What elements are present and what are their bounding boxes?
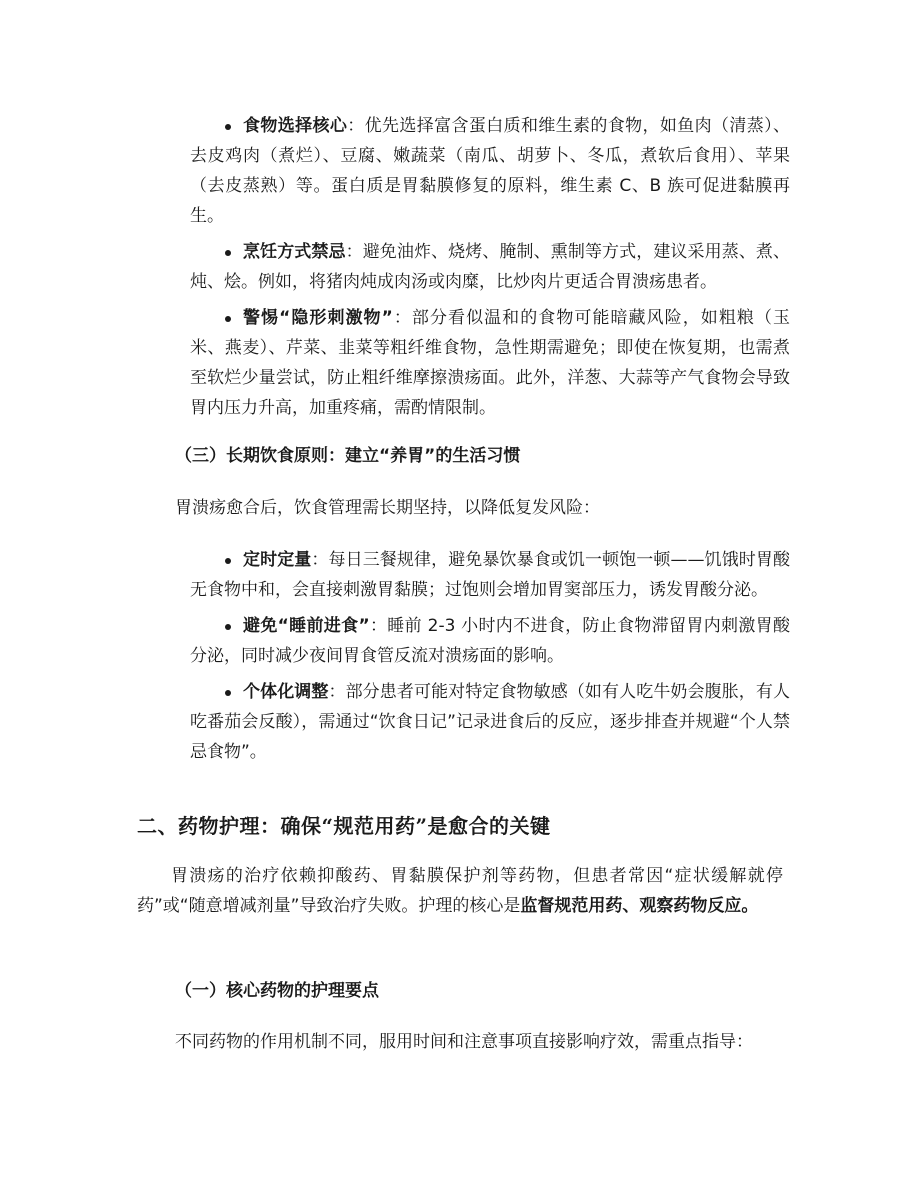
subsection-intro: 不同药物的作用机制不同，服用时间和注意事项直接影响疗效，需重点指导：: [175, 1032, 753, 1052]
list-item: [190, 303, 790, 423]
bullet-icon: [225, 690, 231, 696]
bullet-icon: [225, 124, 231, 130]
list-item: [190, 677, 790, 767]
section-heading: （三）长期饮食原则：建立“养胃”的生活习惯: [175, 446, 521, 466]
list-item-term: 烹饪方式禁忌: [243, 242, 346, 262]
list-item-body: ：优先选择富含蛋白质和维生素的食物，如鱼肉（清蒸）、去皮鸡肉（煮烂）、豆腐、嫩蔬菜（南瓜、胡萝卜、冬瓜，煮软后食用）、苹果（去皮蒸熟）等。蛋白质是胃黏膜修复的原料，维生素 C、B 族可促进黏膜再生。: [190, 116, 791, 226]
list-item-term: 食物选择核心: [243, 116, 348, 136]
bullet-icon: [225, 316, 231, 322]
chapter-heading: 二、药物护理：确保“规范用药”是愈合的关键: [137, 814, 551, 838]
list-item-term: 个体化调整: [243, 682, 329, 702]
list-item: [190, 545, 790, 605]
bullet-icon: [225, 624, 231, 630]
bullet-icon: [225, 250, 231, 256]
list-item: [190, 111, 790, 231]
list-item: [190, 237, 790, 297]
list-item-term: 定时定量: [243, 550, 312, 570]
list-item-body: ：避免油炸、烧烤、腌制、熏制等方式，建议采用蒸、煮、炖、烩。例如，将猪肉炖成肉汤或肉糜，比炒肉片更适合胃溃疡患者。: [190, 242, 791, 292]
chapter-intro-text: 胃溃疡的治疗依赖抑酸药、胃黏膜保护剂等药物，但患者常因“症状缓解就停药”或“随意增减剂量”导致治疗失败。护理的核心是: [137, 866, 783, 916]
subsection-heading: （一）核心药物的护理要点: [175, 981, 379, 1001]
section-intro: 胃溃疡愈合后，饮食管理需长期坚持，以降低复发风险：: [175, 498, 600, 518]
list-item-body: ：每日三餐规律，避免暴饮暴食或饥一顿饱一顿——饥饿时胃酸无食物中和，会直接刺激胃黏膜；过饱则会增加胃窦部压力，诱发胃酸分泌。: [190, 550, 791, 600]
bullet-icon: [225, 558, 231, 564]
chapter-intro: [137, 861, 783, 921]
list-item-term: 避免“睡前进食”: [243, 616, 370, 636]
list-item-body: ：部分看似温和的食物可能暗藏风险，如粗粮（玉米、燕麦）、芹菜、韭菜等粗纤维食物，急性期需避免；即使在恢复期，也需煮至软烂少量尝试，防止粗纤维摩擦溃疡面。此外，洋葱、大蒜等产气食物会导致胃内压力升高，加重疼痛，需酌情限制。: [190, 308, 790, 418]
list-item: [190, 611, 790, 671]
list-item-body: ：睡前 2-3 小时内不进食，防止食物滞留胃内刺激胃酸分泌，同时减少夜间胃食管反流对溃疡面的影响。: [190, 616, 790, 666]
list-item-body: ：部分患者可能对特定食物敏感（如有人吃牛奶会腹胀，有人吃番茄会反酸），需通过“饮食日记”记录进食后的反应，逐步排查并规避“个人禁忌食物”。: [190, 682, 790, 762]
diet-tips-list: [190, 111, 790, 429]
list-item-term: 警惕“隐形刺激物”: [243, 308, 393, 328]
chapter-intro-emphasis: 监督规范用药、观察药物反应。: [520, 896, 759, 916]
long-term-principles-list: [190, 545, 790, 773]
